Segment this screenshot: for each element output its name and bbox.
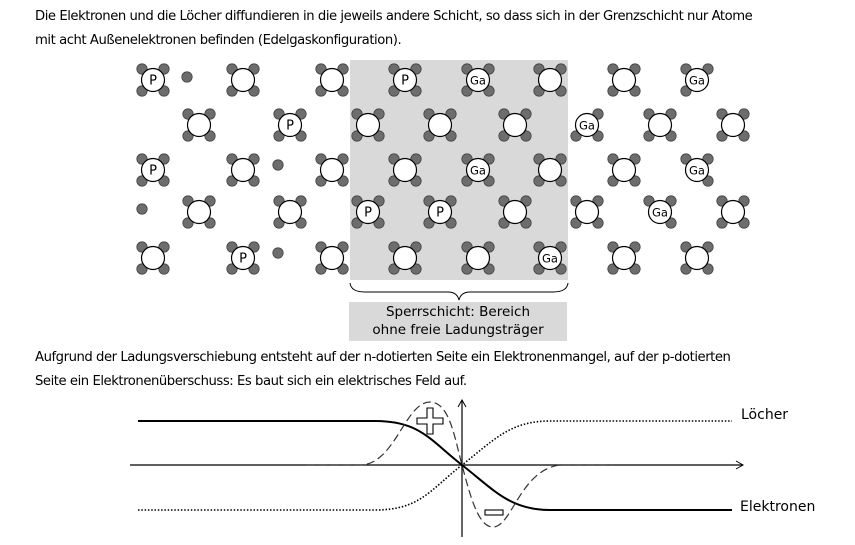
atom-core [539, 159, 562, 182]
silicon-atom [274, 196, 306, 228]
silicon-atom [316, 64, 348, 96]
silicon-atom [227, 64, 259, 96]
atom-core [394, 247, 417, 270]
field-line-2: Seite ein Elektronenüberschuss: Es baut sich ein elektrisches Feld auf. [35, 374, 467, 389]
atom-core [722, 201, 745, 224]
atom-label: Ga [470, 163, 486, 178]
free-electron [273, 248, 283, 258]
silicon-atom [608, 64, 640, 96]
atom-core [279, 201, 302, 224]
atom-label: P [149, 73, 157, 89]
field-line-1: Aufgrund der Ladungsverschiebung entsteht auf der n-dotierten Seite ein Elektronenmangel, auf der p-dotierten [35, 350, 731, 365]
phosphorus-atom [137, 64, 169, 96]
atom-core [357, 114, 380, 137]
intro-line-1: Die Elektronen und die Löcher diffundieren in die jeweils andere Schicht, so dass sich in der Grenzschicht nur Atome [35, 9, 753, 24]
silicon-atom [183, 109, 215, 141]
depletion-zone-label [349, 302, 567, 341]
negative-charge-icon [485, 510, 503, 515]
atom-label: Ga [579, 118, 595, 133]
gallium-atom [681, 64, 713, 96]
atom-label: P [239, 251, 247, 267]
silicon-atom [608, 154, 640, 186]
atom-core [649, 114, 672, 137]
atom-core [539, 69, 562, 92]
phosphorus-atom [227, 242, 259, 274]
silicon-atom [644, 109, 676, 141]
atom-core [394, 159, 417, 182]
gallium-atom [644, 196, 676, 228]
atom-core [188, 201, 211, 224]
holes-curve-label: Löcher [741, 407, 789, 423]
atom-label: P [364, 205, 372, 221]
atom-label: Ga [470, 73, 486, 88]
atom-label: P [149, 163, 157, 179]
silicon-atom [681, 242, 713, 274]
phosphorus-atom [352, 196, 384, 228]
silicon-atom [389, 154, 421, 186]
atom-core [142, 247, 165, 270]
atom-core [613, 69, 636, 92]
atom-core [613, 159, 636, 182]
atom-core [232, 69, 255, 92]
atom-label: Ga [652, 205, 668, 220]
atom-label: Ga [689, 163, 705, 178]
silicon-atom [717, 109, 749, 141]
gallium-atom [534, 242, 566, 274]
phosphorus-atom [424, 196, 456, 228]
atom-core [576, 201, 599, 224]
depletion-zone-label-line-1: Sperrschicht: Bereich [385, 304, 531, 320]
atom-core [188, 114, 211, 137]
electrons-curve-label: Elektronen [740, 499, 816, 515]
phosphorus-atom [137, 154, 169, 186]
intro-line-2: mit acht Außenelektronen befinden (Edelgaskonfiguration). [35, 33, 402, 48]
silicon-atom [608, 242, 640, 274]
atom-label: P [401, 73, 409, 89]
silicon-atom [227, 154, 259, 186]
free-electron [137, 204, 147, 214]
positive-charge-icon [417, 408, 443, 434]
gallium-atom [681, 154, 713, 186]
free-electron [273, 160, 283, 170]
silicon-atom [389, 242, 421, 274]
atom-core [321, 159, 344, 182]
atom-core [429, 114, 452, 137]
atom-label: P [436, 205, 444, 221]
gallium-atom [462, 64, 494, 96]
phosphorus-atom [389, 64, 421, 96]
silicon-atom [462, 242, 494, 274]
atom-core [232, 159, 255, 182]
depletion-zone-brace [350, 283, 568, 300]
free-electron [182, 72, 192, 82]
atom-core [686, 247, 709, 270]
silicon-atom [499, 196, 531, 228]
atom-core [321, 69, 344, 92]
silicon-atom [499, 109, 531, 141]
depletion-zone-label-line-2: ohne freie Ladungsträger [372, 322, 544, 338]
atom-label: P [286, 118, 294, 134]
silicon-atom [534, 154, 566, 186]
silicon-atom [424, 109, 456, 141]
silicon-atom [183, 196, 215, 228]
silicon-atom [316, 154, 348, 186]
atom-core [504, 201, 527, 224]
silicon-atom [717, 196, 749, 228]
charge-distribution-graph [130, 400, 743, 537]
atom-core [722, 114, 745, 137]
gallium-atom [571, 109, 603, 141]
atom-label: Ga [542, 251, 558, 266]
atom-core [321, 247, 344, 270]
silicon-atom [352, 109, 384, 141]
field-paragraph [35, 346, 730, 394]
atom-core [613, 247, 636, 270]
silicon-atom [137, 242, 169, 274]
silicon-atom [571, 196, 603, 228]
atom-core [504, 114, 527, 137]
phosphorus-atom [274, 109, 306, 141]
atom-label: Ga [689, 73, 705, 88]
gallium-atom [462, 154, 494, 186]
silicon-atom [316, 242, 348, 274]
silicon-atom [534, 64, 566, 96]
atom-core [467, 247, 490, 270]
